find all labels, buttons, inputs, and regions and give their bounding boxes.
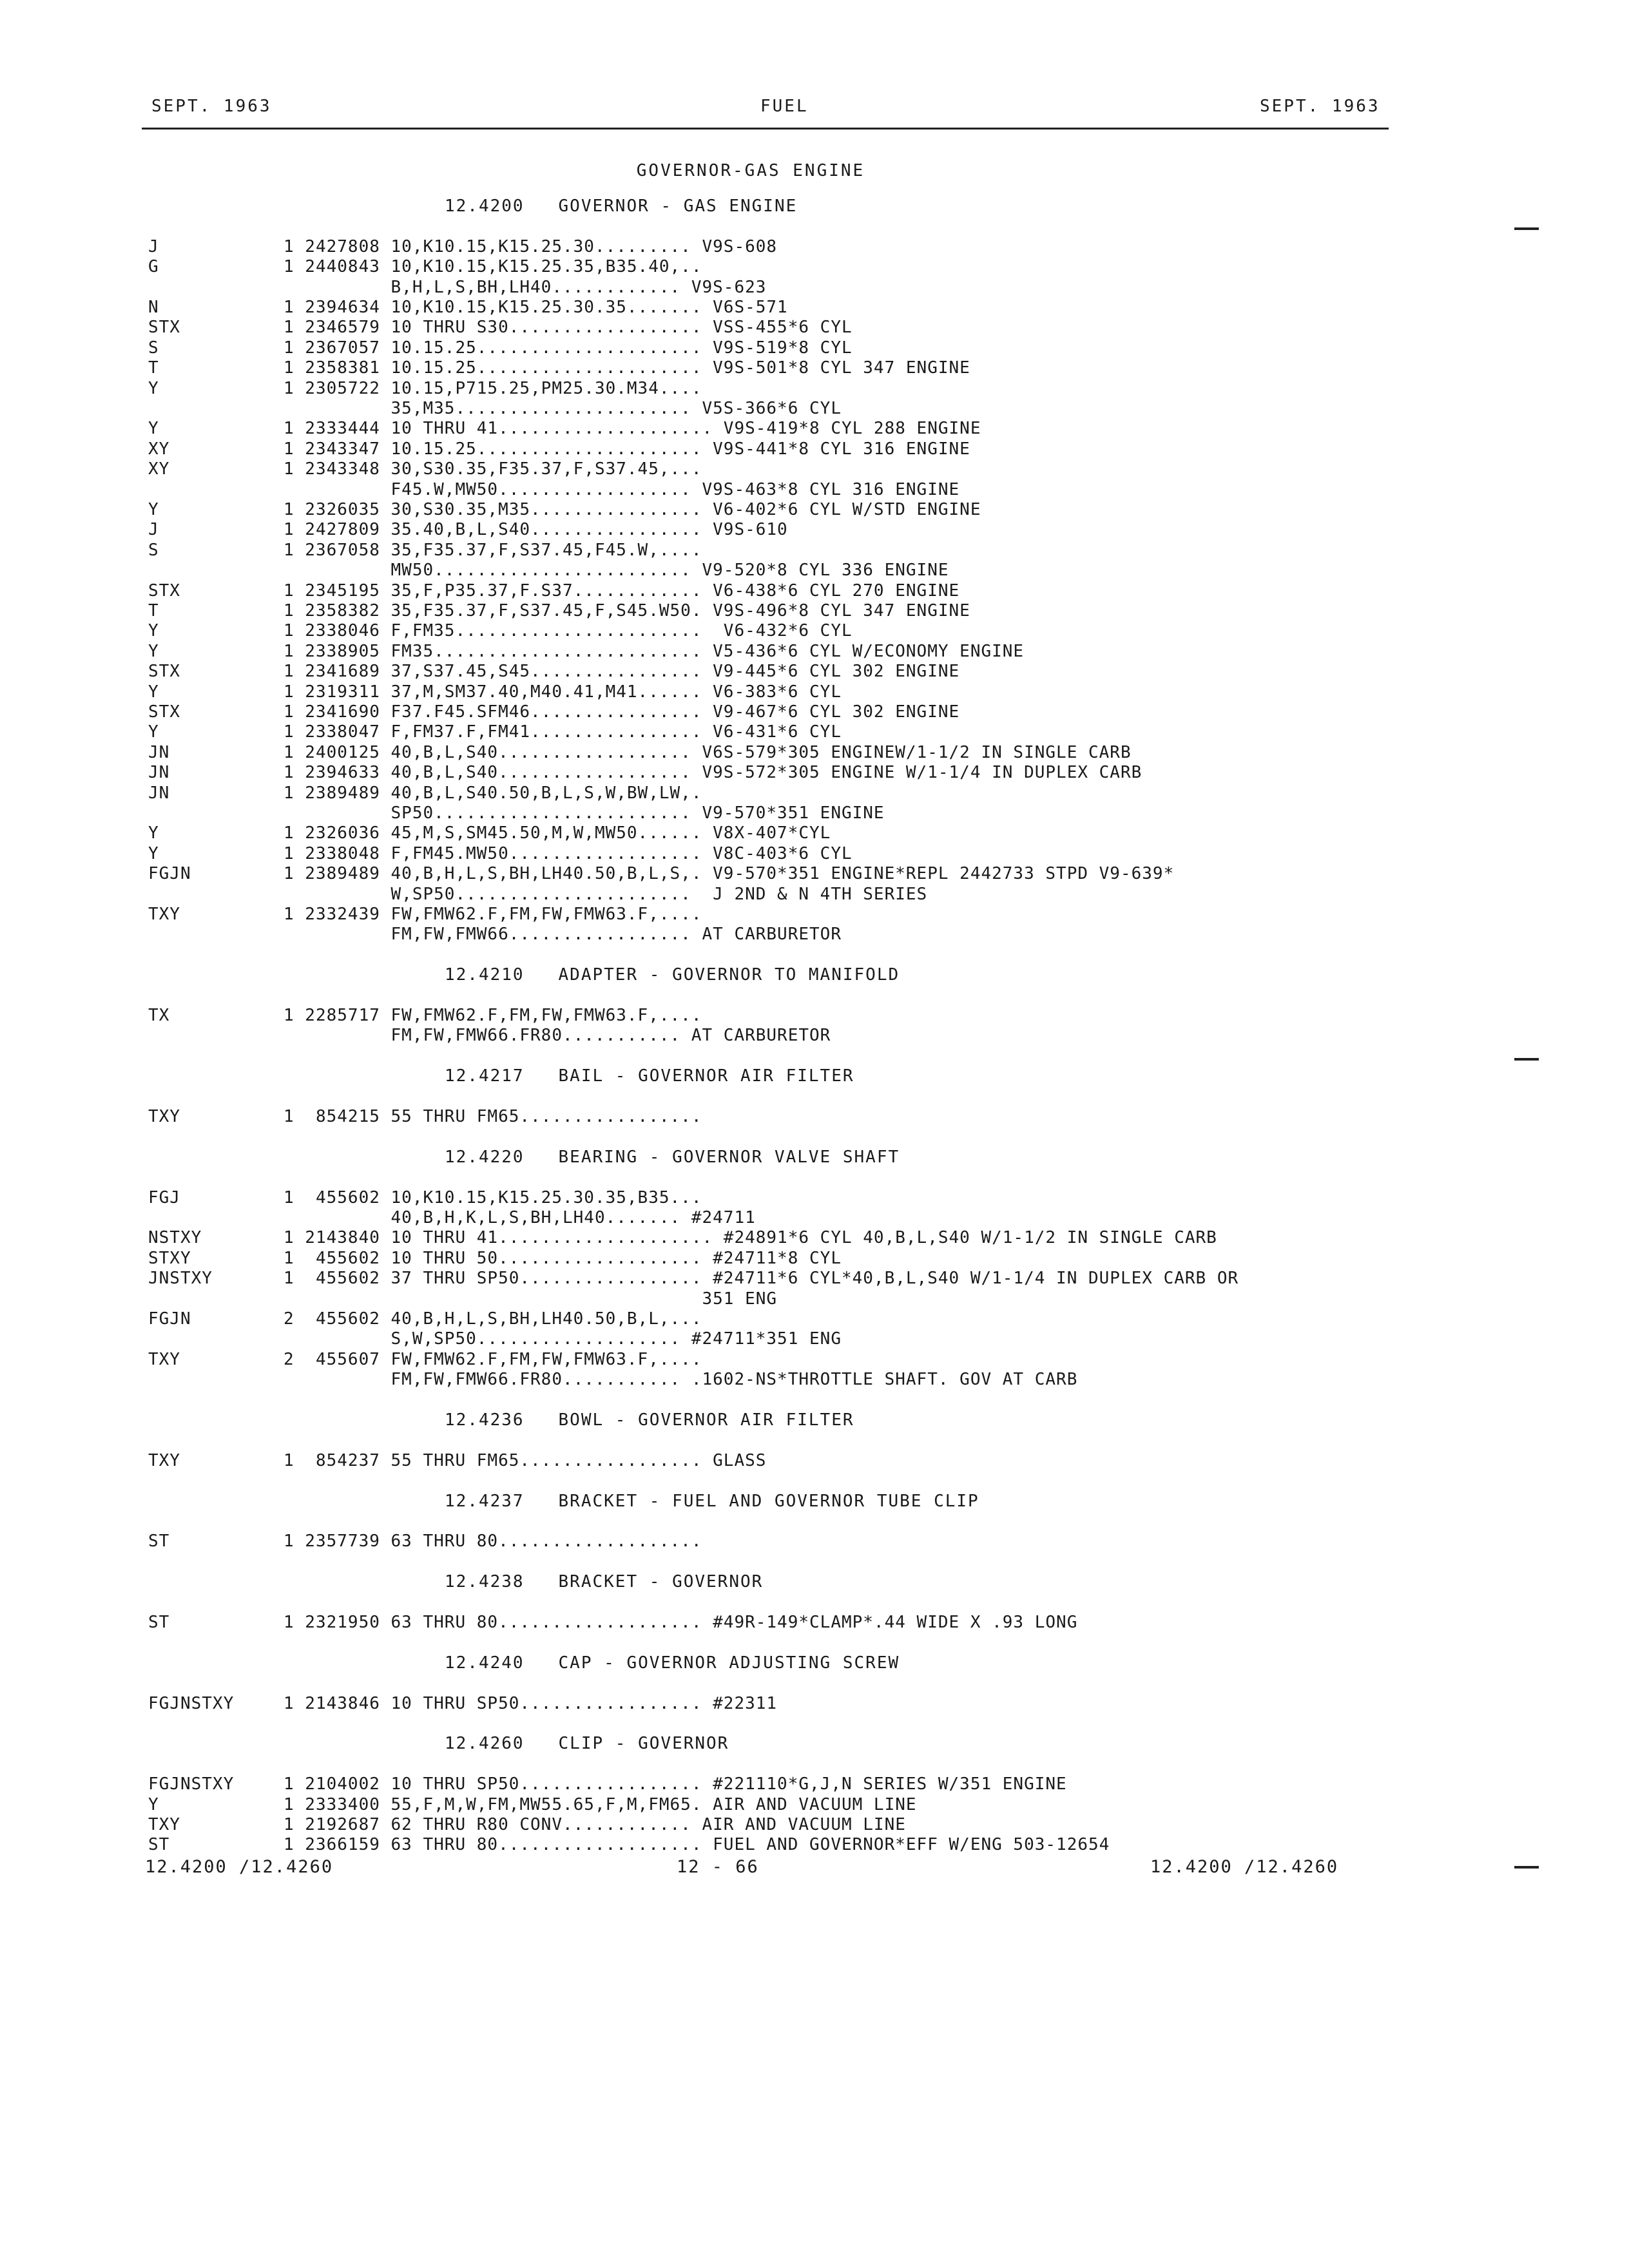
model-code: T [148,601,159,620]
part-entry-continuation: 35,M35...................... V5S-366*6 CYL [284,399,842,418]
part-entry: 1 2400125 40,B,L,S40.................. V6S-579*305 ENGINEW/1-1/2 IN SINGLE CARB [284,742,1132,762]
model-code: J [148,520,159,540]
model-code: STXY [148,1248,191,1268]
margin-mark [1514,1866,1539,1869]
part-entry: 1 854237 55 THRU FM65................. GLASS [284,1450,767,1470]
model-code: JN [148,763,170,783]
part-entry-continuation: FM,FW,FMW66.FR80........... AT CARBURETOR [284,1026,831,1046]
part-entry: 1 455602 37 THRU SP50................. #24711*6 CYL*40,B,L,S40 W/1-1/4 IN DUPLEX CARB OR [284,1269,1239,1289]
model-code: NSTXY [148,1228,202,1248]
part-entry: 1 2333444 10 THRU 41.................... V9S-419*8 CYL 288 ENGINE [284,419,981,439]
section-heading-text: 12.4220 BEARING - GOVERNOR VALVE SHAFT [445,1147,900,1167]
section-heading-text: 12.4260 CLIP - GOVERNOR [445,1734,729,1754]
footer-range-right: 12.4200 /12.4260 [1150,1857,1339,1877]
part-entry: 1 2326035 30,S30.35,M35................ V6-402*6 CYL W/STD ENGINE [284,500,981,519]
part-entry: 1 2305722 10.15,P715.25,PM25.30.M34.... [284,378,702,398]
model-code: Y [148,621,159,641]
part-entry: 1 2104002 10 THRU SP50................. #221110*G,J,N SERIES W/351 ENGINE [284,1774,1067,1794]
model-code: FGJ [148,1187,180,1207]
part-entry: 1 2440843 10,K10.15,K15.25.35,B35.40,.. [284,257,702,277]
part-entry: 1 455602 10,K10.15,K15.25.30.35,B35... [284,1187,702,1207]
model-code: STX [148,581,180,601]
part-entry: 1 2143846 10 THRU SP50................. #22311 [284,1693,778,1713]
part-entry: 1 2341690 F37.F45.SFM46................ V9-467*6 CYL 302 ENGINE [284,702,960,722]
section-heading-text: 12.4237 BRACKET - FUEL AND GOVERNOR TUBE CLIP [445,1491,979,1511]
part-entry-continuation: FM,FW,FMW66................. AT CARBURETOR [284,925,842,945]
part-entry-continuation: B,H,L,S,BH,LH40............ V9S-623 [284,277,767,297]
part-entry: 1 2358382 35,F35.37,F,S37.45,F,S45.W50. V9S-496*8 CYL 347 ENGINE [284,601,970,620]
model-code: TX [148,1006,170,1025]
part-entry: 1 2346579 10 THRU S30.................. VSS-455*6 CYL [284,318,853,338]
model-code: TXY [148,1450,180,1470]
part-entry: 1 2343348 30,S30.35,F35.37,F,S37.45,... [284,459,702,479]
model-code: JN [148,783,170,803]
model-code: Y [148,378,159,398]
part-entry: 1 2343347 10.15.25..................... V9S-441*8 CYL 316 ENGINE [284,439,970,459]
part-entry: 1 2192687 62 THRU R80 CONV............ AIR AND VACUUM LINE [284,1815,906,1834]
model-code: N [148,298,159,317]
part-entry-continuation: SP50........................ V9-570*351 ENGINE [284,803,885,823]
part-entry-continuation: 351 ENG [284,1289,778,1309]
part-entry-continuation: S,W,SP50................... #24711*351 ENG [284,1329,842,1349]
part-entry: 1 2285717 FW,FMW62.F,FM,FW,FMW63.F,.... [284,1006,702,1025]
model-code: ST [148,1835,170,1855]
part-entry: 1 2345195 35,F,P35.37,F.S37............ V6-438*6 CYL 270 ENGINE [284,581,960,601]
model-code: FGJNSTXY [148,1774,235,1794]
model-code: S [148,540,159,560]
section-heading-text: 12.4236 BOWL - GOVERNOR AIR FILTER [445,1410,854,1430]
footer-range-left: 12.4200 /12.4260 [145,1857,334,1877]
part-entry-continuation: 40,B,H,K,L,S,BH,LH40....... #24711 [284,1208,756,1227]
part-entry: 1 2394633 40,B,L,S40.................. V9S-572*305 ENGINE W/1-1/4 IN DUPLEX CARB [284,763,1142,783]
part-entry: 1 2357739 63 THRU 80................... [284,1532,702,1552]
model-code: Y [148,682,159,702]
model-code: T [148,358,159,378]
model-code: Y [148,641,159,661]
part-entry: 2 455607 FW,FMW62.F,FM,FW,FMW63.F,.... [284,1349,702,1369]
model-code: Y [148,843,159,863]
model-code: FGJN [148,1309,191,1329]
header-section-title: FUEL [760,97,809,116]
part-entry: 1 854215 55 THRU FM65................. [284,1107,702,1126]
model-code: G [148,257,159,277]
header-date-right: SEPT. 1963 [1260,97,1380,116]
part-entry: 1 2319311 37,M,SM37.40,M40.41,M41...... V6-383*6 CYL [284,682,842,702]
footer-page-number: 12 - 66 [677,1857,759,1877]
part-entry: 1 2389489 40,B,L,S40.50,B,L,S,W,BW,LW,. [284,783,702,803]
model-code: STX [148,318,180,338]
part-entry: 1 2332439 FW,FMW62.F,FM,FW,FMW63.F,.... [284,905,702,924]
model-code: TXY [148,905,180,924]
part-entry: 1 2341689 37,S37.45,S45................ V9-445*6 CYL 302 ENGINE [284,662,960,682]
part-entry-continuation: FM,FW,FMW66.FR80........... .1602-NS*THROTTLE SHAFT. GOV AT CARB [284,1370,1078,1390]
model-code: XY [148,459,170,479]
model-code: STX [148,702,180,722]
section-heading-text: 12.4217 BAIL - GOVERNOR AIR FILTER [445,1066,854,1086]
part-entry-continuation: F45.W,MW50.................. V9S-463*8 CYL 316 ENGINE [284,479,960,499]
part-entry: 1 2321950 63 THRU 80................... #49R-149*CLAMP*.44 WIDE X .93 LONG [284,1613,1078,1632]
part-entry: 1 2427808 10,K10.15,K15.25.30......... V9S-608 [284,236,778,256]
part-entry: 1 2333400 55,F,M,W,FM,MW55.65,F,M,FM65. AIR AND VACUUM LINE [284,1794,917,1814]
part-entry: 1 2366159 63 THRU 80................... FUEL AND GOVERNOR*EFF W/ENG 503-12654 [284,1835,1110,1855]
part-entry: 1 2367058 35,F35.37,F,S37.45,F45.W,.... [284,540,702,560]
part-entry: 1 2338905 FM35......................... V5-436*6 CYL W/ECONOMY ENGINE [284,641,1025,661]
model-code: ST [148,1532,170,1552]
part-entry: 1 2338046 F,FM35....................... V6-432*6 CYL [284,621,853,641]
part-entry: 1 2338047 F,FM37.F,FM41................ V6-431*6 CYL [284,722,842,742]
part-entry: 2 455602 40,B,H,L,S,BH,LH40.50,B,L,... [284,1309,702,1329]
part-entry: 1 2143840 10 THRU 41.................... #24891*6 CYL 40,B,L,S40 W/1-1/2 IN SINGLE CARB [284,1228,1217,1248]
model-code: TXY [148,1349,180,1369]
model-code: STX [148,662,180,682]
model-code: Y [148,722,159,742]
model-code: J [148,236,159,256]
model-code: Y [148,500,159,519]
part-entry: 1 2338048 F,FM45.MW50.................. V8C-403*6 CYL [284,843,853,863]
section-heading-text: 12.4240 CAP - GOVERNOR ADJUSTING SCREW [445,1653,900,1673]
part-entry: 1 2358381 10.15.25..................... V9S-501*8 CYL 347 ENGINE [284,358,970,378]
part-entry: 1 2394634 10,K10.15,K15.25.30.35....... V6S-571 [284,298,788,317]
section-heading-text: 12.4200 GOVERNOR - GAS ENGINE [445,197,798,216]
header-date-left: SEPT. 1963 [151,97,272,116]
part-entry: 1 455602 10 THRU 50................... #24711*8 CYL [284,1248,842,1268]
model-code: TXY [148,1815,180,1834]
model-code: FGJN [148,864,191,884]
part-entry: 1 2367057 10.15.25..................... V9S-519*8 CYL [284,338,853,358]
model-code: S [148,338,159,358]
model-code: JNSTXY [148,1269,213,1289]
margin-mark [1514,227,1539,230]
section-heading-text: 12.4238 BRACKET - GOVERNOR [445,1572,764,1592]
model-code: XY [148,439,170,459]
model-code: Y [148,823,159,843]
part-entry: 1 2389489 40,B,H,L,S,BH,LH40.50,B,L,S,. V9-570*351 ENGINE*REPL 2442733 STPD V9-639* [284,864,1175,884]
model-code: JN [148,742,170,762]
part-entry: 1 2326036 45,M,S,SM45.50,M,W,MW50...... V8X-407*CYL [284,823,831,843]
section-heading-text: 12.4210 ADAPTER - GOVERNOR TO MANIFOLD [445,965,900,985]
part-entry-continuation: MW50........................ V9-520*8 CYL 336 ENGINE [284,561,949,581]
model-code: Y [148,1794,159,1814]
page-title: GOVERNOR-GAS ENGINE [636,161,865,180]
part-entry-continuation: W,SP50...................... J 2ND & N 4TH SERIES [284,884,928,904]
model-code: FGJNSTXY [148,1693,235,1713]
model-code: ST [148,1613,170,1632]
part-entry: 1 2427809 35.40,B,L,S40................ V9S-610 [284,520,788,540]
model-code: Y [148,419,159,439]
model-code: TXY [148,1107,180,1126]
margin-mark [1514,1058,1539,1061]
